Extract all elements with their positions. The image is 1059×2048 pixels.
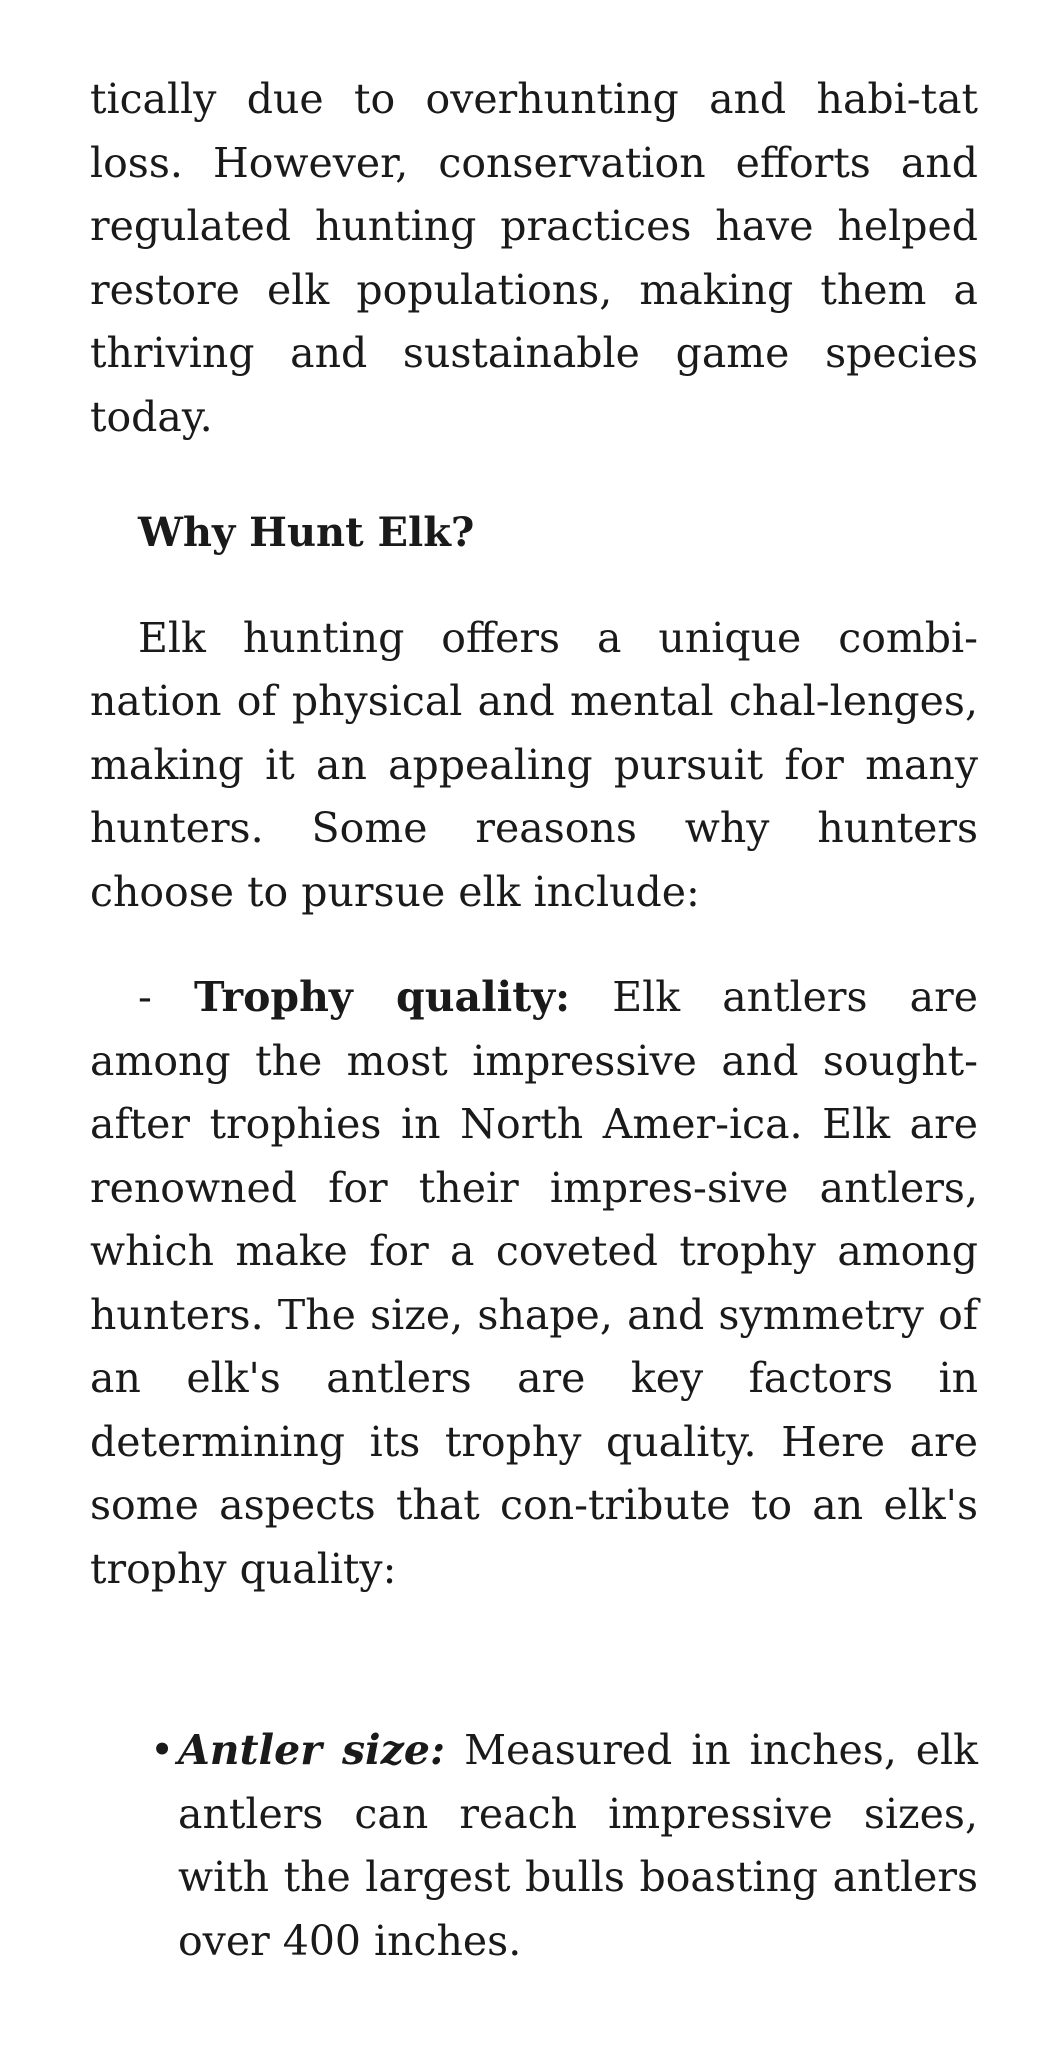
intro-paragraph — [90, 68, 978, 449]
trophy-quality-text: Elk antlers are among the most impressive and sought-after trophies in North Amer-ica. Elk are renowned for their impres-sive antlers, which make for a coveted trophy among hunters. The size, shape, and symmetry of an elk's antlers are key factors in determining its trophy quality. Here are some aspects that con-tribute to an elk's trophy quality: — [90, 973, 978, 1593]
bullet-icon: • — [150, 1726, 175, 1774]
dash-mark: - — [138, 973, 152, 1021]
antler-size-term: Antler size: — [178, 1726, 446, 1774]
section-paragraph — [90, 607, 978, 925]
antler-size-paragraph — [178, 1719, 978, 1973]
trophy-quality-item — [90, 966, 978, 1601]
antler-size-text: Measured in inches, elk antlers can reach impressive sizes, with the largest bulls boasting antlers over 400 inches. — [178, 1726, 978, 1965]
bullet-list-item-antler-size — [150, 1719, 978, 1973]
intro-paragraph-text: tically due to overhunting and habi-tat loss. However, conservation efforts and regulated hunting practices have helped restore elk populations, making them a thriving and sustainable game species today. — [90, 75, 978, 441]
trophy-quality-term: Trophy quality: — [193, 973, 571, 1021]
section-paragraph-text: Elk hunting offers a unique combi-nation of physical and mental chal-lenges, making it an appealing pursuit for many hunters. Some reasons why hunters choose to pursue elk include: — [90, 613, 978, 916]
section-heading: Why Hunt Elk? — [138, 509, 475, 556]
reader-page — [90, 68, 978, 1973]
